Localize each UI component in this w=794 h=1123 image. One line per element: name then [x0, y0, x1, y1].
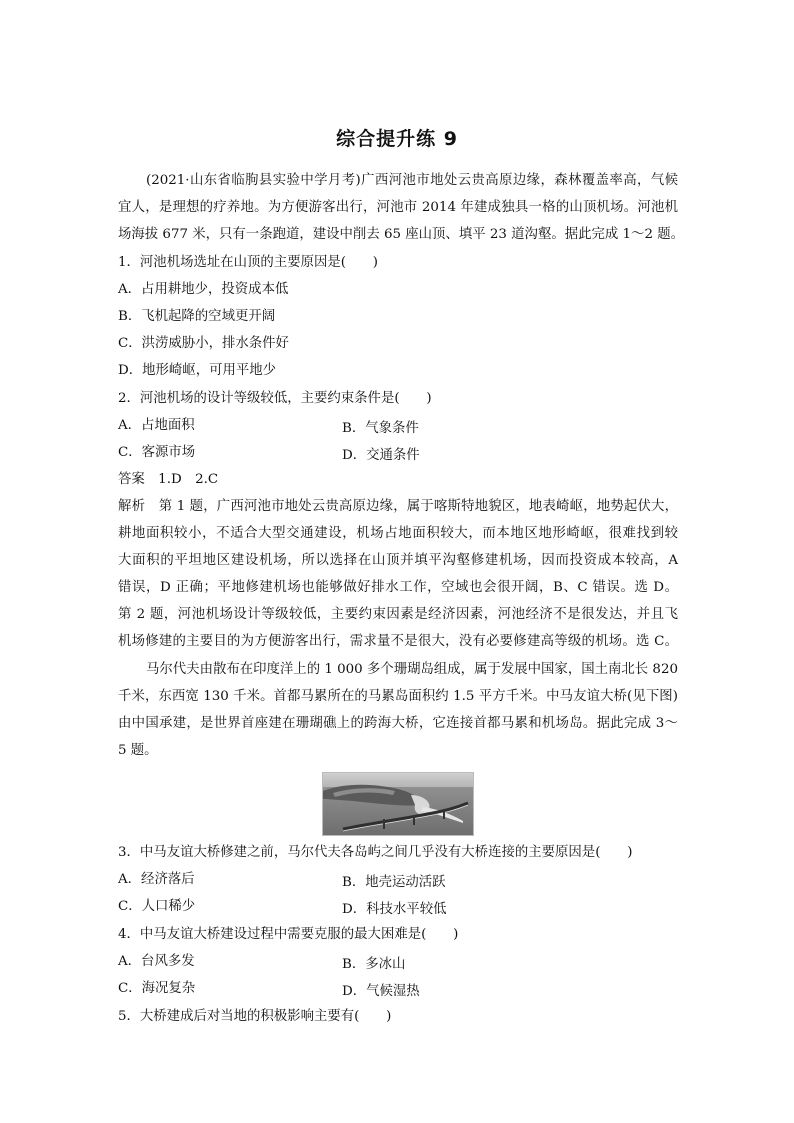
- question-2-option-b: B．气象条件: [342, 421, 419, 436]
- question-2-option-c: C．客源市场: [118, 445, 196, 460]
- question-2-stem: 2．河池机场的设计等级较低，主要约束条件是( ): [118, 391, 432, 406]
- passage2-line: 由中国承建，是世界首座建在珊瑚礁上的跨海大桥，它连接首都马累和机场岛。据此完成 3～: [118, 716, 678, 731]
- bridge-photo-image: [323, 773, 473, 835]
- question-3-option-a: A．经济落后: [118, 872, 195, 887]
- analysis-line: 错误，D 正确；平地修建机场也能够做好排水工作，空域也会很开阔，B、C 错误。选 D。: [118, 580, 678, 595]
- analysis-line: 机场修建的主要目的为方便游客出行，需求量不是很大，没有必要修建高等级的机场。选 C。: [118, 634, 678, 649]
- question-3-option-d: D．科技水平较低: [342, 902, 447, 917]
- question-1-option-a: A．占用耕地少，投资成本低: [118, 282, 289, 297]
- analysis-line: 大面积的平坦地区建设机场，所以选择在山顶并填平沟壑修建机场，因而投资成本较高，A: [118, 553, 678, 568]
- question-1-stem: 1．河池机场选址在山顶的主要原因是( ): [118, 255, 378, 270]
- passage2-line: 千米，东西宽 130 千米。首都马累所在的马累岛面积约 1.5 平方千米。中马友谊大桥(见下图): [118, 689, 678, 704]
- question-4-option-d: D．气候湿热: [342, 984, 420, 999]
- question-3-stem: 3．中马友谊大桥修建之前，马尔代夫各岛屿之间几乎没有大桥连接的主要原因是( ): [118, 845, 633, 860]
- question-4-option-b: B．多冰山: [342, 957, 406, 972]
- bridge-photo: [322, 772, 474, 836]
- passage2-line: 马尔代夫由散布在印度洋上的 1 000 多个珊瑚岛组成，属于发展中国家，国土南北长 820: [146, 662, 678, 677]
- question-3-option-c: C．人口稀少: [118, 899, 196, 914]
- question-4-stem: 4．中马友谊大桥建设过程中需要克服的最大困难是( ): [118, 927, 459, 942]
- analysis-line: 第 2 题，河池机场设计等级较低，主要约束因素是经济因素，河池经济不是很发达，并且飞: [118, 607, 678, 622]
- question-4-option-a: A．台风多发: [118, 954, 195, 969]
- passage1-line: 宜人，是理想的疗养地。为方便游客出行，河池市 2014 年建成独具一格的山顶机场。河池机: [118, 200, 678, 215]
- question-1-option-c: C．洪涝威胁小，排水条件好: [118, 336, 289, 351]
- question-3-option-b: B．地壳运动活跃: [342, 875, 446, 890]
- analysis-line: 耕地面积较小，不适合大型交通建设，机场占地面积较大，而本地区地形崎岖，很难找到较: [118, 526, 678, 541]
- passage2-line: 5 题。: [118, 743, 158, 758]
- question-4-option-c: C．海况复杂: [118, 981, 196, 996]
- question-5-stem: 5．大桥建成后对当地的积极影响主要有( ): [118, 1009, 392, 1024]
- answer-line: 答案 1.D 2.C: [118, 472, 219, 487]
- question-1-option-b: B．飞机起降的空域更开阔: [118, 309, 276, 324]
- question-2-option-d: D．交通条件: [342, 448, 420, 463]
- analysis-line: 解析 第 1 题，广西河池市地处云贵高原边缘，属于喀斯特地貌区，地表崎岖，地势起伏大，: [118, 499, 678, 514]
- passage1-line: 场海拔 677 米，只有一条跑道，建设中削去 65 座山顶、填平 23 道沟壑。据此完成 1～2 题。: [118, 227, 685, 242]
- question-1-option-d: D．地形崎岖，可用平地少: [118, 363, 277, 378]
- page-title: 综合提升练 9: [336, 128, 458, 150]
- question-2-option-a: A．占地面积: [118, 418, 195, 433]
- passage1-line: (2021·山东省临朐县实验中学月考)广西河池市地处云贵高原边缘，森林覆盖率高，气候: [146, 173, 678, 188]
